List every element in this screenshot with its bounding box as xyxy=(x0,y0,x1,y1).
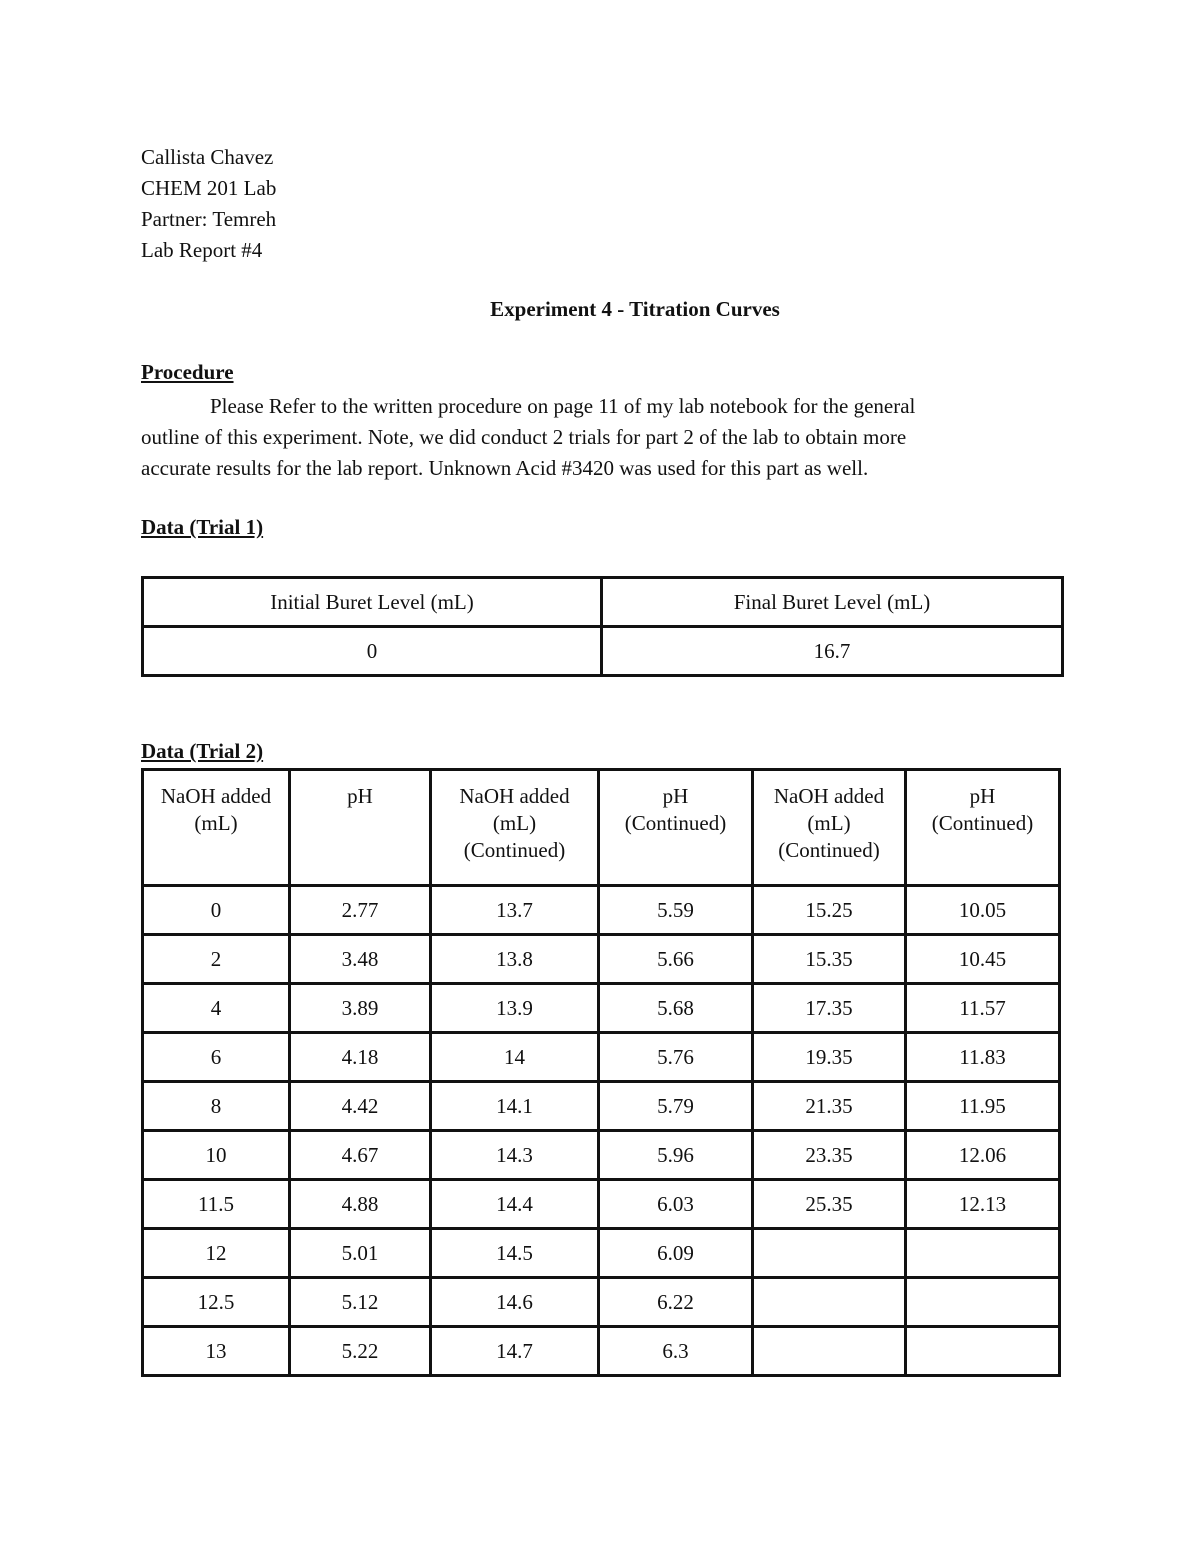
table-cell xyxy=(906,1229,1060,1278)
table-row xyxy=(143,1327,1060,1376)
table-cell: 14.5 xyxy=(431,1229,599,1278)
table-cell: 8 xyxy=(143,1082,290,1131)
table-cell: 13.8 xyxy=(431,935,599,984)
table-cell: 14.6 xyxy=(431,1278,599,1327)
table-cell: 5.96 xyxy=(599,1131,753,1180)
table-cell xyxy=(906,1327,1060,1376)
table-cell: 14.7 xyxy=(431,1327,599,1376)
procedure-line: accurate results for the lab report. Unknown Acid #3420 was used for this part as well. xyxy=(141,456,869,480)
table-cell: 12.5 xyxy=(143,1278,290,1327)
table-cell: 6.3 xyxy=(599,1327,753,1376)
procedure-heading: Procedure xyxy=(141,360,234,384)
table-row xyxy=(143,1033,1060,1082)
table-cell: 12.13 xyxy=(906,1180,1060,1229)
table-cell xyxy=(753,1229,906,1278)
table-cell: 5.12 xyxy=(290,1278,431,1327)
procedure-line: outline of this experiment. Note, we did conduct 2 trials for part 2 of the lab to obtain more xyxy=(141,425,907,449)
table-cell: 15.25 xyxy=(753,886,906,935)
table-cell: 0 xyxy=(143,627,602,676)
trial1-table xyxy=(141,576,1064,677)
table-cell xyxy=(906,1278,1060,1327)
table-cell: 2.77 xyxy=(290,886,431,935)
header-text: NaOH added (mL) (Continued) xyxy=(773,784,885,862)
table-row xyxy=(143,1131,1060,1180)
trial2-table xyxy=(141,768,1061,1377)
header-text: pH xyxy=(347,784,373,808)
table-cell: 11.83 xyxy=(906,1033,1060,1082)
table-header-cell: Final Buret Level (mL) xyxy=(602,578,1063,627)
table-cell: 6 xyxy=(143,1033,290,1082)
table-cell: 5.59 xyxy=(599,886,753,935)
table-row xyxy=(143,1278,1060,1327)
table-cell: 23.35 xyxy=(753,1131,906,1180)
table-row xyxy=(143,886,1060,935)
table-cell: 4.67 xyxy=(290,1131,431,1180)
table-row xyxy=(143,578,1063,627)
table-cell: 2 xyxy=(143,935,290,984)
header-text: NaOH added (mL) (Continued) xyxy=(459,784,570,862)
table-cell: 4.88 xyxy=(290,1180,431,1229)
table-cell: 5.01 xyxy=(290,1229,431,1278)
table-cell: 6.03 xyxy=(599,1180,753,1229)
table-cell: 12 xyxy=(143,1229,290,1278)
table-cell: 4 xyxy=(143,984,290,1033)
table-cell: 14.1 xyxy=(431,1082,599,1131)
document-title: Experiment 4 - Titration Curves xyxy=(490,297,780,321)
table-cell: 21.35 xyxy=(753,1082,906,1131)
table-cell: 5.22 xyxy=(290,1327,431,1376)
table-header-row xyxy=(143,770,1060,886)
table-cell: 5.79 xyxy=(599,1082,753,1131)
table-row xyxy=(143,935,1060,984)
table-cell: 14 xyxy=(431,1033,599,1082)
table-header-cell xyxy=(753,770,906,886)
table-cell: 11.95 xyxy=(906,1082,1060,1131)
table-row xyxy=(143,1082,1060,1131)
table-header-cell: Initial Buret Level (mL) xyxy=(143,578,602,627)
table-cell: 10.05 xyxy=(906,886,1060,935)
table-cell: 17.35 xyxy=(753,984,906,1033)
table-cell: 14.4 xyxy=(431,1180,599,1229)
table-cell: 10.45 xyxy=(906,935,1060,984)
table-row xyxy=(143,627,1063,676)
table-cell xyxy=(753,1278,906,1327)
table-cell: 4.18 xyxy=(290,1033,431,1082)
table-cell: 25.35 xyxy=(753,1180,906,1229)
table-cell: 11.57 xyxy=(906,984,1060,1033)
table-header-cell xyxy=(290,770,431,886)
table-cell: 13 xyxy=(143,1327,290,1376)
table-row xyxy=(143,984,1060,1033)
procedure-line: Please Refer to the written procedure on page 11 of my lab notebook for the general xyxy=(210,394,916,418)
table-header-cell xyxy=(431,770,599,886)
table-cell: 12.06 xyxy=(906,1131,1060,1180)
table-row xyxy=(143,1180,1060,1229)
table-cell: 6.22 xyxy=(599,1278,753,1327)
table-header-cell xyxy=(599,770,753,886)
header-block xyxy=(141,142,276,266)
table-cell: 13.7 xyxy=(431,886,599,935)
table-cell: 5.66 xyxy=(599,935,753,984)
course-name: CHEM 201 Lab xyxy=(141,176,277,200)
lab-partner: Partner: Temreh xyxy=(141,207,277,231)
table-cell: 3.48 xyxy=(290,935,431,984)
report-number: Lab Report #4 xyxy=(141,238,263,262)
table-cell: 11.5 xyxy=(143,1180,290,1229)
table-cell: 5.76 xyxy=(599,1033,753,1082)
table-cell xyxy=(753,1327,906,1376)
table-cell: 10 xyxy=(143,1131,290,1180)
table-cell: 3.89 xyxy=(290,984,431,1033)
table-header-cell xyxy=(143,770,290,886)
procedure-paragraph xyxy=(141,391,1021,484)
table-cell: 6.09 xyxy=(599,1229,753,1278)
trial1-heading: Data (Trial 1) xyxy=(141,515,264,539)
header-text: NaOH added (mL) xyxy=(160,784,272,835)
header-text: pH (Continued) xyxy=(624,784,727,835)
table-header-cell xyxy=(906,770,1060,886)
table-cell: 19.35 xyxy=(753,1033,906,1082)
table-cell: 4.42 xyxy=(290,1082,431,1131)
author-name: Callista Chavez xyxy=(141,145,274,169)
table-cell: 5.68 xyxy=(599,984,753,1033)
table-cell: 0 xyxy=(143,886,290,935)
header-text: pH (Continued) xyxy=(931,784,1034,835)
table-cell: 15.35 xyxy=(753,935,906,984)
trial2-heading: Data (Trial 2) xyxy=(141,739,264,763)
table-cell: 14.3 xyxy=(431,1131,599,1180)
table-cell: 16.7 xyxy=(602,627,1063,676)
table-cell: 13.9 xyxy=(431,984,599,1033)
trial2-table-body xyxy=(143,770,1060,1376)
table-row xyxy=(143,1229,1060,1278)
